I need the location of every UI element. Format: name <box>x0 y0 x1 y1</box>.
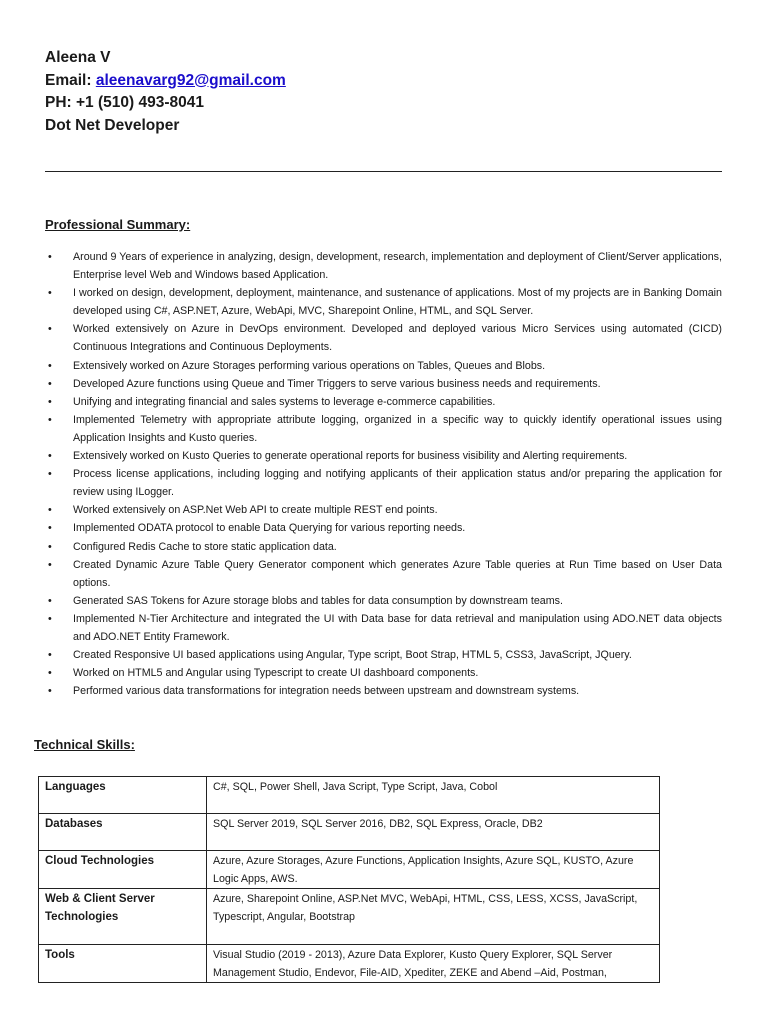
bullet-icon: • <box>48 359 52 372</box>
bullet-icon: • <box>48 323 52 336</box>
table-row <box>39 889 660 945</box>
bullet-icon: • <box>48 251 52 263</box>
list-item: • Implemented N-Tier Architecture and integrated the UI with Data base for data retrieval and manipulation using ADO.NET data objects and ADO.NET Entity Framework. <box>45 610 722 646</box>
skills-table <box>38 776 660 983</box>
list-item: • Created Responsive UI based applications using Angular, Type script, Boot Strap, HTML 5, CSS3, JavaScript, JQuery. <box>45 646 722 664</box>
email-line <box>45 70 286 93</box>
skill-value: Visual Studio (2019 - 2013), Azure Data Explorer, Kusto Query Explorer, SQL Server Management Studio, Endevor, File-AID, Xpediter, ZEKE and Abend –Aid, Postman, <box>207 945 660 983</box>
table-row <box>39 851 660 889</box>
table-row <box>39 777 660 814</box>
list-item: • Extensively worked on Azure Storages performing various operations on Tables, Queues and Blobs. <box>45 357 722 375</box>
email-label: Email: <box>45 71 96 89</box>
skills-heading: Technical Skills: <box>34 737 135 752</box>
list-item: • Configured Redis Cache to store static application data. <box>45 538 722 556</box>
bullet-icon: • <box>48 558 52 571</box>
summary-heading: Professional Summary: <box>45 217 191 232</box>
list-item: • Extensively worked on Kusto Queries to generate operational reports for business visibility and Alerting requirements. <box>45 447 722 465</box>
bullet-icon: • <box>48 377 52 390</box>
bullet-icon: • <box>48 540 52 553</box>
list-item: • Implemented ODATA protocol to enable Data Querying for various reporting needs. <box>45 519 722 537</box>
skill-value: Azure, Sharepoint Online, ASP.Net MVC, WebApi, HTML, CSS, LESS, XCSS, JavaScript, Typescript, Angular, Bootstrap <box>207 889 660 945</box>
table-row <box>39 814 660 851</box>
skill-category: Cloud Technologies <box>39 851 207 889</box>
list-item: • Worked extensively on ASP.Net Web API to create multiple REST end points. <box>45 501 722 519</box>
list-item: • I worked on design, development, deployment, maintenance, and sustenance of applications. Most of my projects are in Banking Domain developed using C#, ASP.NET, Azure, WebApi, MVC, Sharepoint Online, HTML, and SQL Server. <box>45 284 722 320</box>
job-title: Dot Net Developer <box>45 116 180 134</box>
candidate-name: Aleena V <box>45 49 111 66</box>
skill-category: Languages <box>39 777 207 814</box>
table-row <box>39 945 660 983</box>
list-item: • Process license applications, including logging and notifying applicants of their application status and/or preparing the application for review using ILogger. <box>45 465 722 501</box>
list-item: • Implemented Telemetry with appropriate attribute logging, organized in a specific way to quickly identify operational issues using Application Insights and Kusto queries. <box>45 411 722 447</box>
bullet-icon: • <box>48 395 52 408</box>
bullet-icon: • <box>48 522 52 535</box>
bullet-icon: • <box>48 468 52 481</box>
skill-value: SQL Server 2019, SQL Server 2016, DB2, SQL Express, Oracle, DB2 <box>207 814 660 851</box>
bullet-icon: • <box>48 450 52 463</box>
list-item: • Created Dynamic Azure Table Query Generator component which generates Azure Table queries at Run Time based on User Data options. <box>45 556 722 592</box>
email-link[interactable]: aleenavarg92@gmail.com <box>95 71 286 89</box>
bullet-icon: • <box>48 413 52 426</box>
resume-header <box>45 47 286 137</box>
bullet-icon: • <box>48 594 52 607</box>
skill-value: Azure, Azure Storages, Azure Functions, Application Insights, Azure SQL, KUSTO, Azure Logic Apps, AWS. <box>207 851 660 889</box>
bullet-icon: • <box>48 287 52 300</box>
list-item: • Around 9 Years of experience in analyzing, design, development, research, implementation and deployment of Client/Server applications, Enterprise level Web and Windows based Application. <box>45 248 722 284</box>
list-item: • Worked extensively on Azure in DevOps environment. Developed and deployed various Micro Services using automated (CICD) Continuous Integrations and Continuous Deployments. <box>45 320 722 356</box>
list-item: • Developed Azure functions using Queue and Timer Triggers to serve various business needs and requirements. <box>45 375 722 393</box>
list-item: • Performed various data transformations for integration needs between upstream and downstream systems. <box>45 682 722 700</box>
list-item: • Unifying and integrating financial and sales systems to leverage e-commerce capabilities. <box>45 393 722 411</box>
bullet-icon: • <box>48 612 52 625</box>
list-item: • Worked on HTML5 and Angular using Typescript to create UI dashboard components. <box>45 664 722 682</box>
header-divider <box>45 171 722 172</box>
skill-category: Web & Client Server Technologies <box>39 889 207 945</box>
bullet-icon: • <box>48 685 52 698</box>
list-item: • Generated SAS Tokens for Azure storage blobs and tables for data consumption by downstream teams. <box>45 592 722 610</box>
bullet-icon: • <box>48 667 52 680</box>
phone-line: PH: +1 (510) 493-8041 <box>45 94 204 111</box>
bullet-icon: • <box>48 649 52 662</box>
bullet-icon: • <box>48 504 52 517</box>
skill-category: Databases <box>39 814 207 851</box>
skill-category: Tools <box>39 945 207 983</box>
summary-list <box>45 248 722 700</box>
skill-value: C#, SQL, Power Shell, Java Script, Type Script, Java, Cobol <box>207 777 660 814</box>
